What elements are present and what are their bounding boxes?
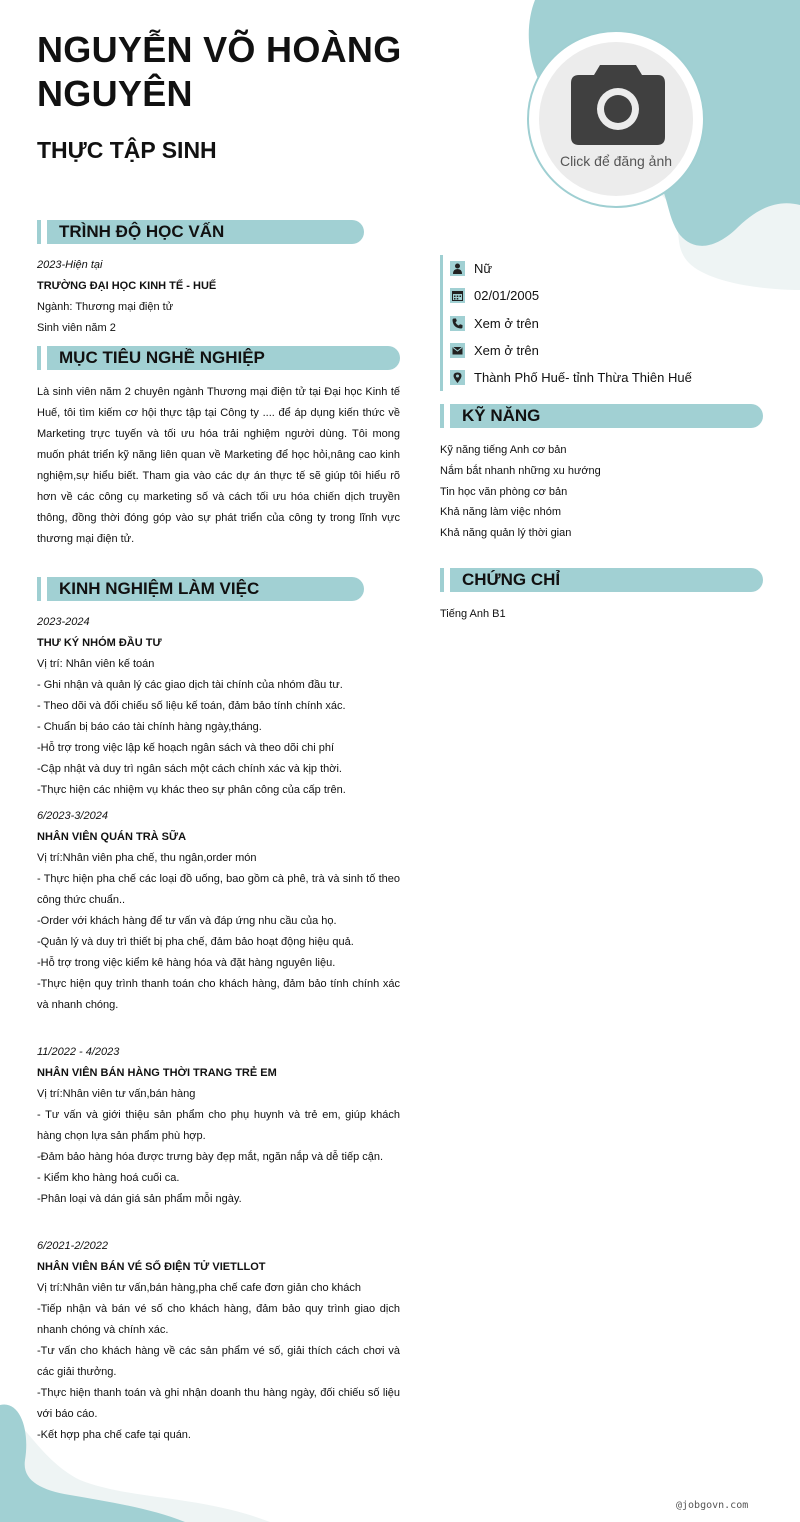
experience-line: - Thực hiện pha chế các loại đồ uống, bao gồm cà phê, trà và sinh tố theo công thức chuẩn..: [37, 873, 400, 906]
education-major: Ngành: Thương mại điện tử: [37, 301, 174, 313]
section-title: TRÌNH ĐỘ HỌC VẤN: [59, 222, 225, 241]
experience-item: [37, 1236, 400, 1446]
contact-text: Nữ: [474, 261, 493, 277]
section-title: KỸ NĂNG: [462, 406, 541, 425]
experience-line: -Phân loại và dán giá sản phẩm mỗi ngày.: [37, 1193, 242, 1205]
calendar-icon: [450, 288, 465, 303]
experience-line: -Đảm bảo hàng hóa được trưng bày đẹp mắt, ngăn nắp và dễ tiếp cận.: [37, 1151, 384, 1163]
camera-icon: [570, 63, 666, 147]
skill-item: Tin học văn phòng cơ bản: [440, 485, 568, 498]
experience-line: -Tư vấn cho khách hàng về các sản phẩm vé số, giải thích cách chơi và các giải thưởng.: [37, 1345, 400, 1378]
skill-item: Nắm bắt nhanh những xu hướng: [440, 464, 601, 477]
experience-line: -Order với khách hàng để tư vấn và đáp ứng nhu cầu của họ.: [37, 915, 337, 927]
skills-list: [440, 440, 763, 544]
experience-line: -Thực hiện quy trình thanh toán cho khách hàng, đảm bảo tính chính xác và nhanh chóng.: [37, 978, 400, 1011]
contact-address: [450, 364, 770, 391]
phone-icon: [450, 316, 465, 331]
section-title: CHỨNG CHỈ: [462, 570, 561, 589]
experience-line: Vị trí: Nhân viên kế toán: [37, 658, 155, 670]
experience-line: - Chuẩn bị báo cáo tài chính hàng ngày,tháng.: [37, 721, 262, 733]
education-year: Sinh viên năm 2: [37, 322, 116, 334]
contact-phone: [450, 310, 770, 337]
experience-item: [37, 806, 400, 1016]
experience-line: - Theo dõi và đối chiếu số liệu kế toán, đảm bảo tính chính xác.: [37, 700, 346, 712]
experience-line: - Ghi nhận và quản lý các giao dịch tài chính của nhóm đầu tư.: [37, 679, 343, 691]
certificates-list: [440, 604, 763, 625]
experience-date: 2023-2024: [37, 616, 90, 628]
experience-line: -Hỗ trợ trong việc kiểm kê hàng hóa và đặt hàng nguyên liệu.: [37, 957, 336, 969]
section-title: KINH NGHIỆM LÀM VIỆC: [59, 579, 260, 598]
experience-title: NHÂN VIÊN QUÁN TRÀ SỮA: [37, 831, 187, 843]
certificates-heading: [440, 568, 763, 592]
experience-line: -Thực hiện thanh toán và ghi nhận doanh thu hàng ngày, đối chiếu số liệu với báo cáo.: [37, 1387, 400, 1420]
experience-line: - Tư vấn và giới thiệu sản phẩm cho phụ huynh và trẻ em, giúp khách hàng chọn lựa sản phẩm phù hợp.: [37, 1109, 400, 1142]
education-block: [37, 255, 400, 339]
education-school: TRƯỜNG ĐẠI HỌC KINH TẾ - HUẾ: [37, 280, 217, 292]
job-title: THỰC TẬP SINH: [37, 137, 217, 163]
education-date: 2023-Hiện tại: [37, 259, 103, 271]
site-watermark: @jobgovn.com: [676, 1500, 749, 1511]
experience-line: -Kết hợp pha chế cafe tại quán.: [37, 1429, 191, 1441]
education-heading: [37, 220, 364, 244]
experience-line: -Hỗ trợ trong việc lập kế hoạch ngân sách và theo dõi chi phí: [37, 742, 335, 754]
experience-heading: [37, 577, 364, 601]
skill-item: Khả năng làm việc nhóm: [440, 506, 562, 519]
contact-text: Thành Phố Huế- tỉnh Thừa Thiên Huế: [474, 370, 692, 386]
objective-heading: [37, 346, 400, 370]
experience-line: -Thực hiện các nhiệm vụ khác theo sự phân công của cấp trên.: [37, 784, 346, 796]
experience-line: - Kiểm kho hàng hoá cuối ca.: [37, 1172, 180, 1184]
skills-heading: [440, 404, 763, 428]
section-title: MỤC TIÊU NGHỀ NGHIỆP: [59, 348, 265, 367]
experience-title: THƯ KÝ NHÓM ĐẦU TƯ: [37, 637, 162, 649]
experience-date: 11/2022 - 4/2023: [37, 1046, 120, 1058]
experience-line: -Cập nhật và duy trì ngân sách một cách chính xác và kịp thời.: [37, 763, 342, 775]
experience-line: Vị trí:Nhân viên tư vấn,bán hàng,pha chế cafe đơn giản cho khách: [37, 1282, 362, 1294]
experience-title: NHÂN VIÊN BÁN VÉ SỐ ĐIỆN TỬ VIETLLOT: [37, 1261, 266, 1273]
photo-upload-button[interactable]: [527, 30, 705, 208]
experience-line: Vị trí:Nhân viên tư vấn,bán hàng: [37, 1088, 196, 1100]
contact-text: 02/01/2005: [474, 288, 540, 304]
objective-text: Là sinh viên năm 2 chuyên ngành Thương mại điện tử tại Đại học Kinh tế Huế, tôi tìm kiếm cơ hội thực tập tại Công ty .... để áp dụng kiến thức về Marketing trực tuyến và tối ưu hóa trải nghiệm người dùng. Tôi mong muốn phát triển kỹ năng liên quan về Marketing để học hỏi,nâng cao kinh nghiệm,sự hiểu biết. Tham gia vào các dự án thực tế sẽ giúp tôi hiểu rõ hơn về các công cụ marketing số và cách tối ưu hóa chiến dịch truyền thông, đồng thời đóng góp vào sự phát triển của công ty trong lĩnh vực thương mại điện tử.: [37, 386, 400, 545]
experience-item: [37, 1042, 400, 1210]
experience-line: -Tiếp nhận và bán vé số cho khách hàng, đảm bảo quy trình giao dịch nhanh chóng và chính xác.: [37, 1303, 400, 1336]
experience-title: NHÂN VIÊN BÁN HÀNG THỜI TRANG TRẺ EM: [37, 1067, 277, 1079]
contact-email: [450, 337, 770, 364]
contact-birthday: [450, 282, 770, 309]
photo-placeholder: [539, 42, 693, 196]
location-pin-icon: [450, 370, 465, 385]
certificate-item: Tiếng Anh B1: [440, 608, 506, 620]
candidate-name: NGUYỄN VÕ HOÀNG NGUYÊN: [37, 29, 402, 114]
email-icon: [450, 343, 465, 358]
experience-date: 6/2021-2/2022: [37, 1240, 108, 1252]
skill-item: Khả năng quản lý thời gian: [440, 527, 572, 540]
experience-item: [37, 612, 400, 801]
experience-line: Vị trí:Nhân viên pha chế, thu ngân,order món: [37, 852, 257, 864]
contact-gender: [450, 255, 770, 282]
photo-upload-label: Click để đăng ảnh: [559, 153, 673, 169]
person-icon: [450, 261, 465, 276]
skill-item: Kỹ năng tiếng Anh cơ bản: [440, 444, 567, 456]
contact-text: Xem ở trên: [474, 343, 539, 359]
contact-text: Xem ở trên: [474, 315, 539, 331]
experience-date: 6/2023-3/2024: [37, 810, 108, 822]
experience-line: -Quản lý và duy trì thiết bị pha chế, đảm bảo hoạt động hiệu quả.: [37, 936, 354, 948]
contact-info: [440, 255, 770, 391]
